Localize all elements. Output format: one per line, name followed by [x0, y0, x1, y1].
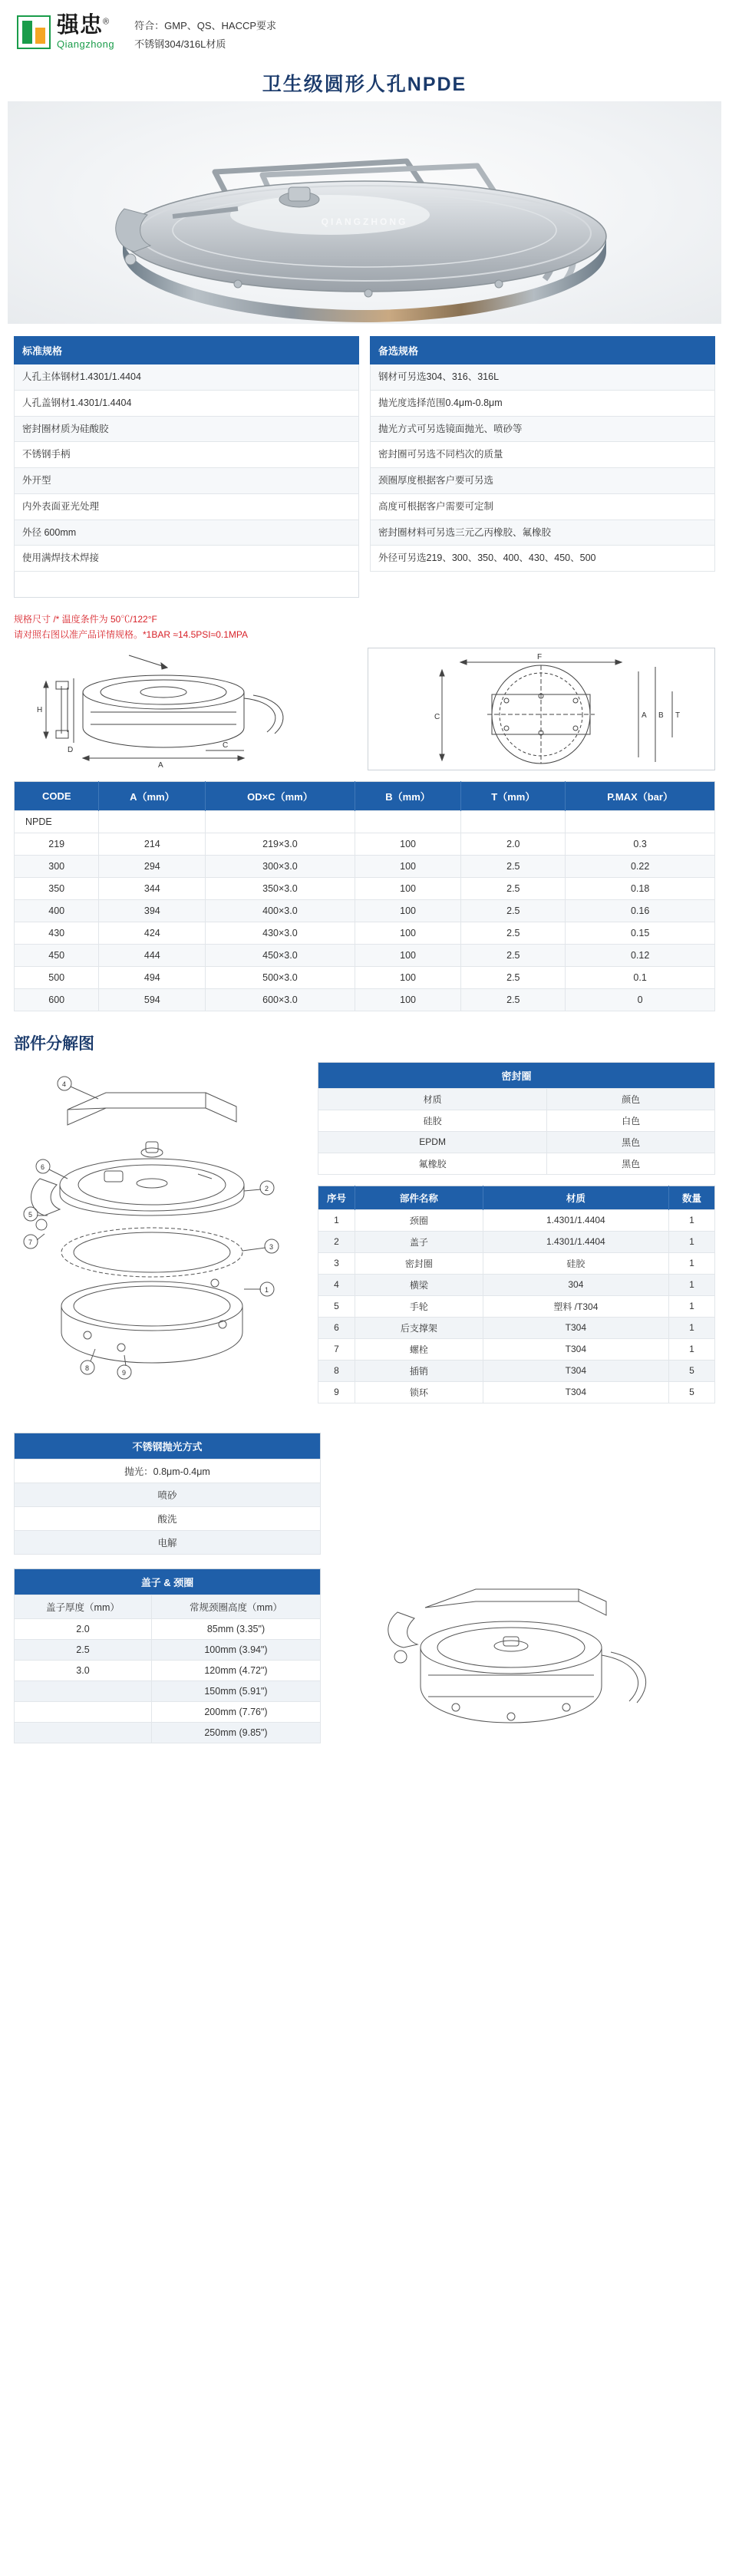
cell-odc: 500×3.0	[206, 966, 355, 988]
dimension-table	[14, 781, 715, 1011]
cell-name: 手轮	[355, 1295, 483, 1317]
cell-t: 2.5	[461, 922, 566, 944]
cell-pmax: 0.1	[566, 966, 715, 988]
note-line-1: 规格尺寸 /* 温度条件为 50℃/122°F	[14, 613, 157, 625]
manhole-assembly-drawing	[333, 1433, 715, 1686]
cell-odc: 300×3.0	[206, 855, 355, 877]
hero-watermark: QIANGZHONG	[321, 216, 408, 228]
cell-t: 2.5	[461, 877, 566, 899]
callout-3: 3	[269, 1242, 274, 1251]
cell-polish-option: 电解	[15, 1530, 321, 1554]
cell-code: 450	[15, 944, 99, 966]
cell-pmax: 0.16	[566, 899, 715, 922]
manhole-top-drawing	[368, 648, 715, 770]
table-group-row	[15, 810, 715, 833]
standard-spec-item: 外开型	[15, 468, 359, 494]
cell-a: 344	[99, 877, 206, 899]
polish-table	[14, 1433, 321, 1555]
table-row	[15, 1701, 321, 1722]
table-header-row	[318, 1088, 715, 1110]
bottom-section	[0, 1433, 729, 1757]
section-drawing-svg	[14, 648, 351, 770]
cell-a: 214	[99, 833, 206, 855]
table-row	[318, 1110, 715, 1131]
cell-no: 8	[318, 1360, 355, 1381]
optional-spec-item: 颈圈厚度根据客户要可另选	[371, 468, 715, 494]
table-row	[318, 1209, 715, 1231]
bottom-left-tables	[14, 1433, 321, 1757]
cell-no: 6	[318, 1317, 355, 1338]
standard-spec-item: 人孔盖钢材1.4301/1.4404	[15, 390, 359, 416]
cell-no: 7	[318, 1338, 355, 1360]
dim-label-a: A	[158, 760, 163, 770]
table-row	[318, 1131, 715, 1153]
cell-t: 2.0	[461, 833, 566, 855]
cell-material: T304	[483, 1381, 668, 1403]
polish-table-title: 不锈钢抛光方式	[15, 1433, 321, 1459]
cell-material: 1.4301/1.4404	[483, 1231, 668, 1252]
cell-t: 2.5	[461, 944, 566, 966]
dim-group-blank	[99, 810, 206, 833]
callout-7: 7	[28, 1238, 33, 1246]
product-hero-image	[8, 101, 721, 324]
cell-polish-option: 喷砂	[15, 1483, 321, 1506]
cell-height: 120mm (4.72")	[151, 1660, 320, 1681]
table-row	[318, 1360, 715, 1381]
dimension-table-section	[0, 781, 729, 1011]
cell-thickness	[15, 1701, 152, 1722]
header-line-1: 符合：GMP、QS、HACCP要求	[134, 20, 277, 31]
cell-material: T304	[483, 1360, 668, 1381]
table-row	[15, 899, 715, 922]
cell-odc: 600×3.0	[206, 988, 355, 1011]
cell-material: T304	[483, 1338, 668, 1360]
cell-material: 氟橡胶	[318, 1153, 547, 1174]
dim-group-blank	[355, 810, 461, 833]
cell-no: 9	[318, 1381, 355, 1403]
cell-name: 盖子	[355, 1231, 483, 1252]
cell-qty: 5	[669, 1360, 715, 1381]
standard-spec-item: 内外表面亚光处理	[15, 493, 359, 519]
dim-label-d: D	[68, 745, 74, 754]
standard-spec-item: 密封圈材质为硅酸胶	[15, 416, 359, 442]
table-row	[318, 1231, 715, 1252]
cell-b: 100	[355, 877, 461, 899]
callout-9: 9	[122, 1368, 127, 1377]
callout-2: 2	[265, 1184, 269, 1192]
standard-spec-item: 使用满焊技术焊接	[15, 546, 359, 572]
cell-height: 150mm (5.91")	[151, 1681, 320, 1701]
cell-code: 300	[15, 855, 99, 877]
cell-name: 密封圈	[355, 1252, 483, 1274]
cell-thickness	[15, 1681, 152, 1701]
table-row	[318, 1153, 715, 1174]
cell-pmax: 0.3	[566, 833, 715, 855]
table-row	[15, 944, 715, 966]
lid-neck-table	[14, 1568, 321, 1743]
cell-name: 锁环	[355, 1381, 483, 1403]
cell-a: 494	[99, 966, 206, 988]
dim-label-a2: A	[642, 711, 647, 720]
table-header-row	[15, 1595, 321, 1618]
table-row	[15, 966, 715, 988]
cell-name: 颈圈	[355, 1209, 483, 1231]
cell-qty: 1	[669, 1338, 715, 1360]
cell-height: 200mm (7.76")	[151, 1701, 320, 1722]
table-row	[15, 1681, 321, 1701]
standard-spec-item: 人孔主体钢材1.4301/1.4404	[15, 364, 359, 391]
top-drawing-svg	[368, 648, 714, 770]
exploded-drawing-svg	[14, 1062, 305, 1392]
callout-6: 6	[41, 1163, 45, 1171]
header-line-2: 不锈钢304/316L材质	[134, 38, 226, 51]
cell-material: 硅胶	[483, 1252, 668, 1274]
cell-name: 插销	[355, 1360, 483, 1381]
gasket-table-title: 密封圈	[318, 1062, 715, 1088]
cell-odc: 430×3.0	[206, 922, 355, 944]
dim-col-t: T（mm）	[461, 781, 566, 810]
table-row	[15, 1618, 321, 1639]
brand-name-en: Qiangzhong	[57, 38, 115, 51]
gasket-col-color: 颜色	[547, 1088, 715, 1110]
lid-col-thickness: 盖子厚度（mm）	[15, 1595, 152, 1618]
callout-5: 5	[28, 1210, 33, 1219]
standard-spec-table	[14, 336, 359, 598]
cell-code: 400	[15, 899, 99, 922]
cell-pmax: 0	[566, 988, 715, 1011]
exploded-section-title: 部件分解图	[14, 1034, 94, 1053]
cell-material: T304	[483, 1317, 668, 1338]
gasket-col-material: 材质	[318, 1088, 547, 1110]
cell-t: 2.5	[461, 988, 566, 1011]
cell-t: 2.5	[461, 966, 566, 988]
cell-height: 100mm (3.94")	[151, 1639, 320, 1660]
table-row	[318, 1252, 715, 1274]
exploded-tables	[318, 1062, 715, 1414]
cell-a: 594	[99, 988, 206, 1011]
cell-code: 500	[15, 966, 99, 988]
parts-col-material: 材质	[483, 1186, 668, 1209]
technical-drawings-row	[0, 648, 729, 770]
table-row	[15, 922, 715, 944]
brand-logo	[17, 14, 114, 50]
dim-group-label: NPDE	[15, 810, 99, 833]
table-row	[318, 1317, 715, 1338]
header-compliance-text	[134, 14, 276, 54]
cell-b: 100	[355, 966, 461, 988]
dim-group-blank	[206, 810, 355, 833]
cell-qty: 1	[669, 1317, 715, 1338]
dim-col-b: B（mm）	[355, 781, 461, 810]
exploded-section	[0, 1062, 729, 1414]
optional-spec-table	[370, 336, 715, 572]
assembly-drawing-svg	[333, 1525, 686, 1778]
cell-no: 1	[318, 1209, 355, 1231]
table-row	[318, 1338, 715, 1360]
exploded-parts-drawing	[14, 1062, 305, 1392]
cell-qty: 1	[669, 1252, 715, 1274]
manhole-photo-illustration	[8, 101, 721, 324]
table-row	[15, 1722, 321, 1743]
optional-spec-item: 抛光度选择范围0.4μm-0.8μm	[371, 390, 715, 416]
note-line-2: 请对照右图以准产品详情规格。*1BAR ≈14.5PSI≈0.1MPA	[14, 629, 249, 641]
cell-code: 219	[15, 833, 99, 855]
page-header	[0, 0, 729, 61]
cell-thickness: 2.0	[15, 1618, 152, 1639]
cell-b: 100	[355, 899, 461, 922]
cell-pmax: 0.15	[566, 922, 715, 944]
cell-code: 600	[15, 988, 99, 1011]
table-row	[15, 877, 715, 899]
optional-spec-item: 密封圈材料可另选三元乙丙橡胶、氟橡胶	[371, 519, 715, 546]
dim-col-odc: OD×C（mm）	[206, 781, 355, 810]
cell-odc: 400×3.0	[206, 899, 355, 922]
page-title: 卫生级圆形人孔NPDE	[262, 74, 467, 96]
dim-label-h: H	[37, 705, 43, 714]
cell-code: 350	[15, 877, 99, 899]
dim-label-t: T	[675, 711, 681, 720]
brand-name-cn	[57, 14, 114, 37]
cell-b: 100	[355, 833, 461, 855]
parts-table	[318, 1186, 715, 1403]
lid-col-height: 常规颈圈高度（mm）	[151, 1595, 320, 1618]
cell-b: 100	[355, 855, 461, 877]
callout-4: 4	[62, 1080, 67, 1088]
table-row	[15, 855, 715, 877]
cell-color: 白色	[547, 1110, 715, 1131]
parts-col-no: 序号	[318, 1186, 355, 1209]
dim-label-c2: C	[434, 712, 440, 721]
dim-group-blank	[461, 810, 566, 833]
cell-height: 85mm (3.35")	[151, 1618, 320, 1639]
table-header-row	[15, 781, 715, 810]
table-header-row	[318, 1186, 715, 1209]
dim-col-pmax: P.MAX（bar）	[566, 781, 715, 810]
table-row	[15, 1660, 321, 1681]
cell-qty: 1	[669, 1274, 715, 1295]
cell-material: 硅胶	[318, 1110, 547, 1131]
cell-odc: 219×3.0	[206, 833, 355, 855]
manhole-section-drawing	[14, 648, 360, 770]
callout-1: 1	[265, 1285, 269, 1294]
optional-spec-item: 钢材可另选304、316、316L	[371, 364, 715, 391]
cell-t: 2.5	[461, 899, 566, 922]
standard-spec-item: 不锈钢手柄	[15, 442, 359, 468]
table-row	[318, 1381, 715, 1403]
cell-pmax: 0.12	[566, 944, 715, 966]
cell-a: 394	[99, 899, 206, 922]
qiangzhong-logo-icon	[17, 15, 51, 49]
table-row	[318, 1274, 715, 1295]
table-row	[15, 1639, 321, 1660]
optional-spec-item: 密封圈可另选不同档次的质量	[371, 442, 715, 468]
cell-material: EPDM	[318, 1131, 547, 1153]
cell-odc: 450×3.0	[206, 944, 355, 966]
cell-thickness	[15, 1722, 152, 1743]
cell-material: 塑料 /T304	[483, 1295, 668, 1317]
cell-name: 螺栓	[355, 1338, 483, 1360]
dim-label-b: B	[658, 711, 664, 720]
specification-section	[0, 336, 729, 598]
cell-thickness: 3.0	[15, 1660, 152, 1681]
cell-no: 3	[318, 1252, 355, 1274]
cell-pmax: 0.22	[566, 855, 715, 877]
cell-qty: 5	[669, 1381, 715, 1403]
temperature-note	[0, 612, 729, 643]
cell-color: 黑色	[547, 1131, 715, 1153]
cell-name: 横梁	[355, 1274, 483, 1295]
cell-material: 304	[483, 1274, 668, 1295]
cell-pmax: 0.18	[566, 877, 715, 899]
lid-table-title: 盖子 & 颈圈	[15, 1568, 321, 1595]
cell-polish-option: 酸洗	[15, 1506, 321, 1530]
cell-qty: 1	[669, 1231, 715, 1252]
standard-spec-header: 标准规格	[15, 337, 359, 364]
table-row	[318, 1295, 715, 1317]
cell-a: 294	[99, 855, 206, 877]
cell-b: 100	[355, 922, 461, 944]
cell-b: 100	[355, 944, 461, 966]
optional-spec-item: 外径可另选219、300、350、400、430、450、500	[371, 546, 715, 572]
optional-spec-header: 备选规格	[371, 337, 715, 364]
dim-col-a: A（mm）	[99, 781, 206, 810]
cell-odc: 350×3.0	[206, 877, 355, 899]
brand-name-cn-text: 强忠	[57, 13, 104, 38]
parts-col-qty: 数量	[669, 1186, 715, 1209]
dim-group-blank	[566, 810, 715, 833]
optional-spec-item: 抛光方式可另选镜面抛光、喷砂等	[371, 416, 715, 442]
table-row	[15, 988, 715, 1011]
cell-qty: 1	[669, 1295, 715, 1317]
cell-name: 后支撑架	[355, 1317, 483, 1338]
cell-no: 4	[318, 1274, 355, 1295]
dim-label-c: C	[223, 740, 229, 750]
cell-thickness: 2.5	[15, 1639, 152, 1660]
cell-no: 5	[318, 1295, 355, 1317]
optional-spec-item: 高度可根据客户需要可定制	[371, 493, 715, 519]
cell-no: 2	[318, 1231, 355, 1252]
cell-t: 2.5	[461, 855, 566, 877]
cell-qty: 1	[669, 1209, 715, 1231]
cell-a: 424	[99, 922, 206, 944]
cell-color: 黑色	[547, 1153, 715, 1174]
cell-material: 1.4301/1.4404	[483, 1209, 668, 1231]
gasket-table	[318, 1062, 715, 1175]
standard-spec-item: 外径 600mm	[15, 519, 359, 546]
callout-8: 8	[85, 1364, 90, 1372]
table-row	[15, 833, 715, 855]
cell-polish-option: 抛光：0.8μm-0.4μm	[15, 1459, 321, 1483]
cell-b: 100	[355, 988, 461, 1011]
cell-height: 250mm (9.85")	[151, 1722, 320, 1743]
cell-code: 430	[15, 922, 99, 944]
registered-mark: ®	[103, 17, 111, 27]
dim-label-f: F	[537, 652, 543, 661]
dim-col-code: CODE	[15, 781, 99, 810]
parts-col-name: 部件名称	[355, 1186, 483, 1209]
cell-a: 444	[99, 944, 206, 966]
